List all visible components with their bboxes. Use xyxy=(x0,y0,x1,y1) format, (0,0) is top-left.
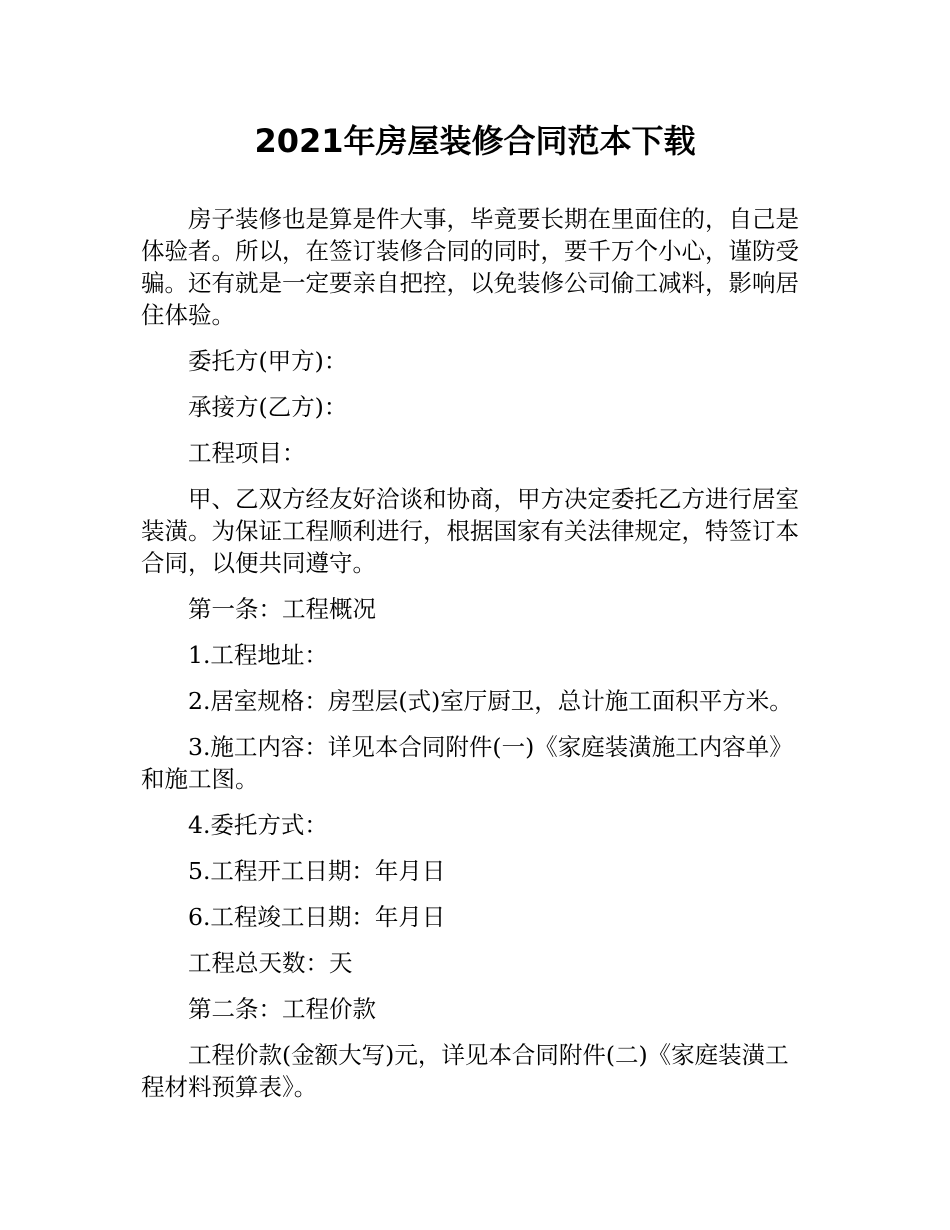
intro-paragraph: 房子装修也是算是件大事，毕竟要长期在里面住的，自己是体验者。所以，在签订装修合同的同时，要千万个小心，谨防受骗。还有就是一定要亲自把控，以免装修公司偷工减料，影响居住体验。 xyxy=(141,205,799,329)
item-room-spec: 2.居室规格：房型层(式)室厅厨卫，总计施工面积平方米。 xyxy=(188,687,793,715)
agreement-paragraph: 甲、乙双方经友好洽谈和协商，甲方决定委托乙方进行居室装潢。为保证工程顺利进行，根据国家有关法律规定，特签订本合同，以便共同遵守。 xyxy=(141,485,799,577)
item-address: 1.工程地址： xyxy=(188,641,328,669)
item-start-date: 5.工程开工日期：年月日 xyxy=(188,857,446,885)
party-a-line: 委托方(甲方)： xyxy=(188,347,348,375)
price-paragraph: 工程价款(金额大写)元，详见本合同附件(二)《家庭装潢工程材料预算表》。 xyxy=(141,1041,789,1101)
total-days-line: 工程总天数：天 xyxy=(188,949,353,977)
project-line: 工程项目： xyxy=(188,439,306,467)
party-b-line: 承接方(乙方)： xyxy=(188,393,348,421)
article-1-heading: 第一条：工程概况 xyxy=(188,595,376,623)
document-title: 2021年房屋装修合同范本下载 xyxy=(254,122,696,160)
item-work-content: 3.施工内容：详见本合同附件(一)《家庭装潢施工内容单》和施工图。 xyxy=(141,733,793,793)
article-2-heading: 第二条：工程价款 xyxy=(188,995,376,1023)
item-completion-date: 6.工程竣工日期：年月日 xyxy=(188,903,446,931)
document-body xyxy=(141,203,811,1103)
item-commission-method: 4.委托方式： xyxy=(188,811,328,839)
